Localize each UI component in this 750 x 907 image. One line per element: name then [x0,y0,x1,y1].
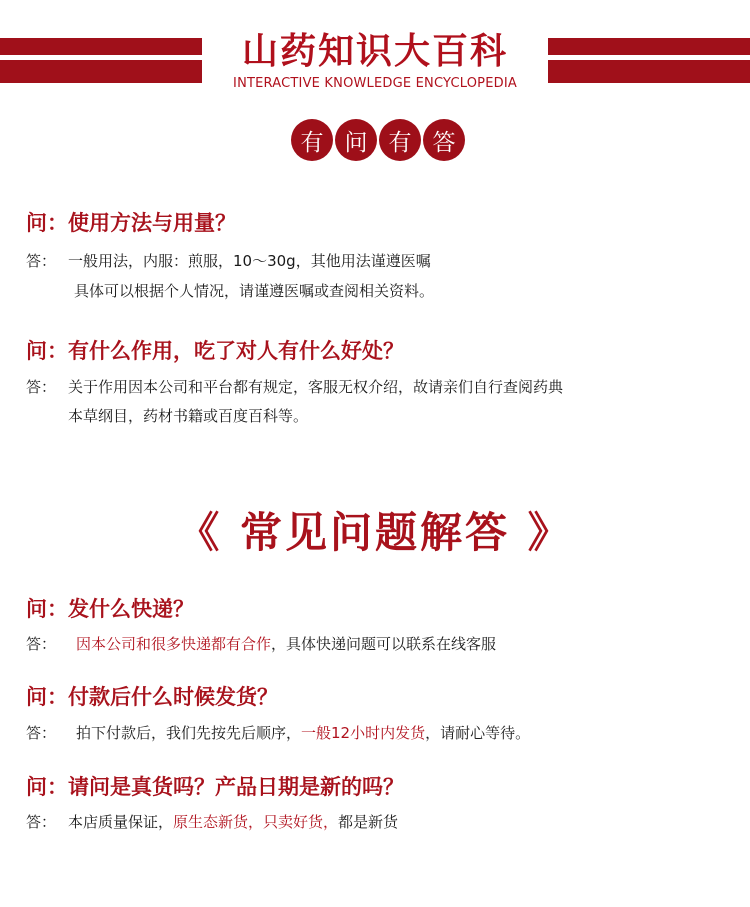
question-shipping-time: 问：付款后什么时候发货？ [26,685,278,709]
answer-courier [26,633,496,654]
question-authenticity: 问：请问是真货吗？产品日期是新的吗？ [26,775,404,799]
answer-label: 答： [26,635,57,653]
answer-text-end: ，请耐心等待。 [425,724,531,742]
badge-you-1: 有 [291,119,333,161]
answer-label: 答： [26,724,57,742]
answer-text: 关于作用因本公司和平台都有规定，客服无权介绍，故请亲们自行查阅药典 [68,378,564,396]
answer-authenticity [26,811,398,832]
answer-highlight: 原生态新货，只卖好货， [173,813,339,831]
answer-benefits-line1 [26,376,563,397]
question-benefits: 问：有什么作用，吃了对人有什么好处？ [26,339,404,363]
answer-highlight: 因本公司和很多快递都有合作 [76,635,272,653]
answer-label: 答： [26,378,57,396]
answer-text: 本店质量保证， [68,813,174,831]
question-courier: 问：发什么快递？ [26,597,194,621]
answer-highlight: 一般12小时内发货 [301,724,426,742]
badge-da: 答 [423,119,465,161]
qa-badges [291,119,467,163]
answer-label: 答： [26,252,57,270]
answer-usage-line1 [26,250,431,271]
answer-text: 拍下付款后，我们先按先后顺序， [76,724,302,742]
badge-you-2: 有 [379,119,421,161]
answer-label: 答： [26,813,57,831]
faq-heading: 《 常见问题解答 》 [177,508,573,557]
page-title: 山药知识大百科 [241,31,508,72]
answer-benefits-line2: 本草纲目，药材书籍或百度百科等。 [68,407,309,425]
answer-text-end: 都是新货 [338,813,399,831]
answer-usage-line2: 具体可以根据个人情况，请谨遵医嘱或查阅相关资料。 [74,282,435,300]
answer-shipping-time [26,722,530,743]
answer-text: ，具体快递问题可以联系在线客服 [271,635,497,653]
question-usage: 问：使用方法与用量？ [26,211,236,235]
badge-wen: 问 [335,119,377,161]
page-subtitle: INTERACTIVE KNOWLEDGE ENCYCLOPEDIA [233,76,517,91]
answer-text: 一般用法，内服：煎服，10～30g，其他用法谨遵医嘱 [68,252,431,270]
